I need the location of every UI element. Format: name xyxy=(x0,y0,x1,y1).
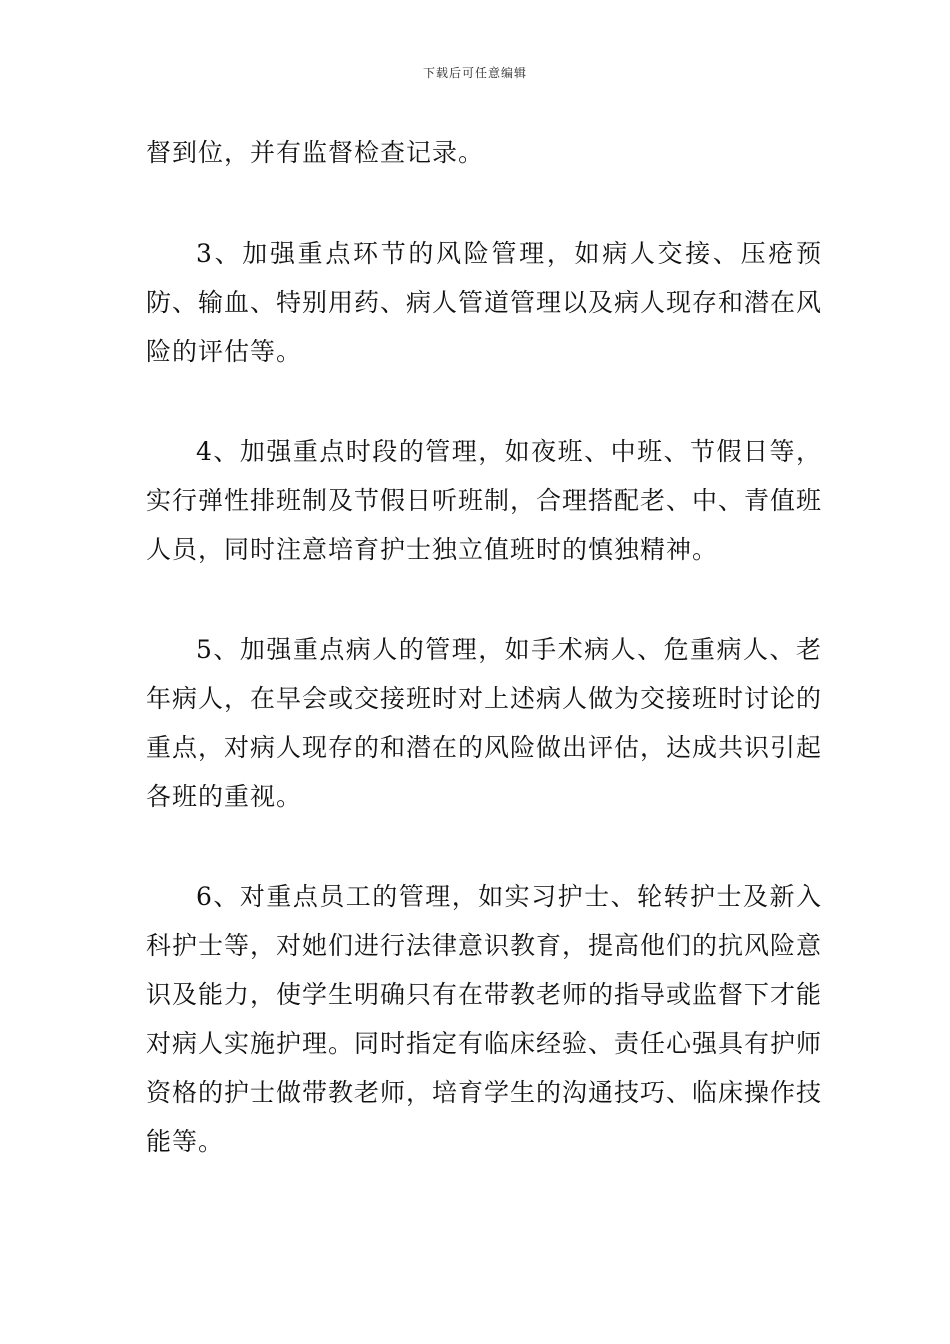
page-header: 下载后可任意编辑 xyxy=(422,66,527,80)
paragraph-item-4: 4、加强重点时段的管理，如夜班、中班、节假日等，实行弹性排班制及节假日听班制，合理搭配老、中、青值班人员，同时注意培育护士独立值班时的慎独精神。 xyxy=(146,437,823,564)
paragraph-item-6: 6、对重点员工的管理，如实习护士、轮转护士及新入科护士等，对她们进行法律意识教育，提高他们的抗风险意识及能力，使学生明确只有在带教老师的指导或监督下才能对病人实施护理。同时指定有临床经验、责任心强具有护师资格的护士做带教老师，培育学生的沟通技巧、临床操作技能等。 xyxy=(146,882,823,1156)
paragraph-continuation: 督到位，并有监督检查记录。 xyxy=(146,138,485,167)
document-body xyxy=(146,128,822,1217)
paragraph-item-5: 5、加强重点病人的管理，如手术病人、危重病人、老年病人，在早会或交接班时对上述病人做为交接班时讨论的重点，对病人现存的和潜在的风险做出评估，达成共识引起各班的重视。 xyxy=(146,635,823,811)
paragraph-item-3: 3、加强重点环节的风险管理，如病人交接、压疮预防、输血、特别用药、病人管道管理以及病人现存和潜在风险的评估等。 xyxy=(146,239,823,366)
